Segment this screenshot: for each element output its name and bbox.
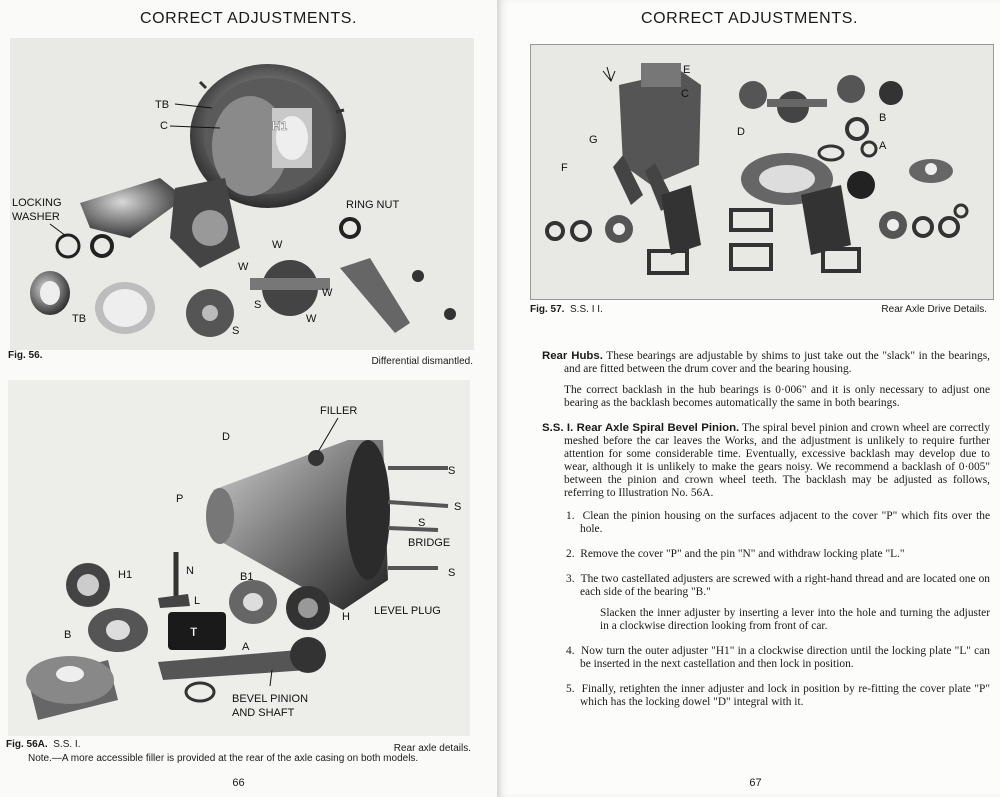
fig56a-label-a: A (242, 641, 250, 653)
fig56a-label-l: L (194, 595, 201, 607)
fig56-photo (10, 38, 474, 350)
step-3-continued: Slacken the inner adjuster by inserting a lever into the hole and turning the adjuster in a clockwise direction looking from front of car. (600, 607, 990, 632)
step-2: 2. Remove the cover "P" and the pin "N" and withdraw locking plate "L." (566, 548, 905, 560)
fig56-label-h1: H1 (272, 119, 288, 133)
fig56-caption: Differential dismantled. (371, 356, 473, 367)
right-page-body (542, 350, 990, 717)
fig56a-label-level-plug: LEVEL PLUG (374, 605, 441, 617)
fig56-label: Fig. 56. (8, 350, 43, 361)
fig56a-label-s4: S (448, 567, 456, 579)
page-number-right: 67 (749, 777, 762, 789)
fig57-label-f: F (561, 162, 568, 174)
fig56a-photo (8, 380, 470, 736)
bevel-heading: S.S. I. Rear Axle Spiral Bevel Pinion. (542, 422, 740, 434)
fig56a-label: Fig. 56A. (6, 739, 48, 750)
cross-shaft (340, 258, 410, 333)
left-page (0, 0, 497, 797)
right-page-title: CORRECT ADJUSTMENTS. (640, 10, 859, 27)
fig56a-label-s1: S (448, 465, 456, 477)
fig56a-caption: Rear axle details. (393, 743, 471, 754)
locking-plate (158, 594, 190, 608)
fig56a-label-b1: B1 (240, 571, 254, 583)
bevel-text: The spiral bevel pinion and crown wheel are correctly meshed before the car leaves the Works, and the adjustment is unlikely to require further attention for some considerable time. Eventually, excessive backlash may develop due to wear, although it is unlikely to make the gears noisy. We recommend a backlash of 0·005" between the pinion and crown wheel teeth. The backlash may be adjusted as follows, referring to Illustration No. 56A. (564, 422, 990, 499)
bevel-paragraph (542, 422, 990, 500)
left-page-title: CORRECT ADJUSTMENTS. (139, 10, 358, 27)
right-page (497, 0, 1000, 797)
fig56-label-w3: W (322, 287, 333, 299)
differential-cage-57 (661, 185, 701, 255)
step-3: 3. The two castellated adjusters are screwed with a right-hand thread and are located one on each side of the bearing "B." (566, 573, 990, 598)
fig57-ref: S.S. I I. (570, 304, 603, 315)
fig56-illustration (10, 38, 474, 350)
fig56a-label-s2: S (454, 501, 462, 513)
rear-hubs-paragraph (542, 350, 990, 376)
fig56a-label-p: P (176, 493, 184, 505)
bearing-cap (80, 178, 185, 238)
fig57-photo (530, 44, 994, 300)
fig57-label-e: E (683, 64, 691, 76)
fig56a-label-b: B (64, 629, 72, 641)
fig57-label-g: G (589, 134, 598, 146)
fig57-caption: Rear Axle Drive Details. (881, 304, 987, 315)
fig57-label-d: D (737, 126, 745, 138)
fig56a-label-bevel2: AND SHAFT (232, 707, 295, 719)
fig56a-illustration (8, 380, 470, 736)
fig57-label-line (530, 304, 603, 315)
step-1: 1. Clean the pinion housing on the surfaces adjacent to the cover "P" which fits over the hole. (566, 510, 991, 535)
fig56-label-c: C (160, 120, 168, 132)
fig56a-label-h: H (342, 611, 350, 623)
fig56a-label-bevel1: BEVEL PINION (232, 693, 309, 705)
fig56-label-washer: WASHER (12, 211, 60, 223)
bevel-pinion-shaft (158, 650, 308, 680)
fig56-label-w4: W (306, 313, 317, 325)
rear-hubs-text: These bearings are adjustable by shims to just take out the "slack" in the bearings, and are fitted between the drum cover and the bearing housing. (564, 350, 990, 375)
fig57-label-c: C (681, 88, 689, 100)
fig56-label-s1: S (254, 299, 262, 311)
fig56-label-ring-nut: RING NUT (346, 199, 400, 211)
fig56a-label-d: D (222, 431, 230, 443)
fig57-label-b: B (879, 112, 887, 124)
fig56-label-s2: S (232, 325, 240, 337)
fig56a-note: Note.—A more accessible filler is provided at the rear of the axle casing on both models. (28, 753, 419, 764)
fig56a-label-line (6, 739, 80, 750)
fig56-label-tb: TB (155, 99, 170, 111)
bevel-pinion (847, 171, 875, 199)
step-5: 5. Finally, retighten the inner adjuster and lock in position by re-fitting the cover plate "P" which has the locking dowel "D" integral with it. (566, 683, 990, 708)
fig56-label-w1: W (272, 239, 283, 251)
step-4: 4. Now turn the outer adjuster "H1" in a clockwise direction until the locking plate "L" can be inserted in the next castellation and then lock in position. (566, 645, 990, 670)
fig56a-label-n: N (186, 565, 194, 577)
backlash-paragraph: The correct backlash in the hub bearings is 0·006" and it is only necessary to adjust one bearing as the backlash becomes automatically the same in both bearings. (564, 384, 990, 409)
fig56a-ref: S.S. I. (53, 739, 81, 750)
fig57-label-a: A (879, 140, 887, 152)
fig56-label-w2: W (238, 261, 249, 273)
fig56a-label-h1: H1 (118, 569, 133, 581)
ring-nut (341, 219, 359, 237)
fig57-illustration (531, 45, 993, 299)
fig56-label-tb2: TB (72, 313, 87, 325)
fig56a-label-filler: FILLER (320, 405, 358, 417)
fig56a-label-t: T (190, 625, 198, 639)
page-number-left: 66 (232, 777, 245, 789)
rear-hubs-heading: Rear Hubs. (542, 350, 603, 362)
fig56a-label-bridge: BRIDGE (408, 537, 451, 549)
fig56-label-locking: LOCKING (12, 197, 62, 209)
fig56a-label-s3: S (418, 517, 426, 529)
fig57-label: Fig. 57. (530, 304, 565, 315)
locking-washer (57, 235, 79, 257)
